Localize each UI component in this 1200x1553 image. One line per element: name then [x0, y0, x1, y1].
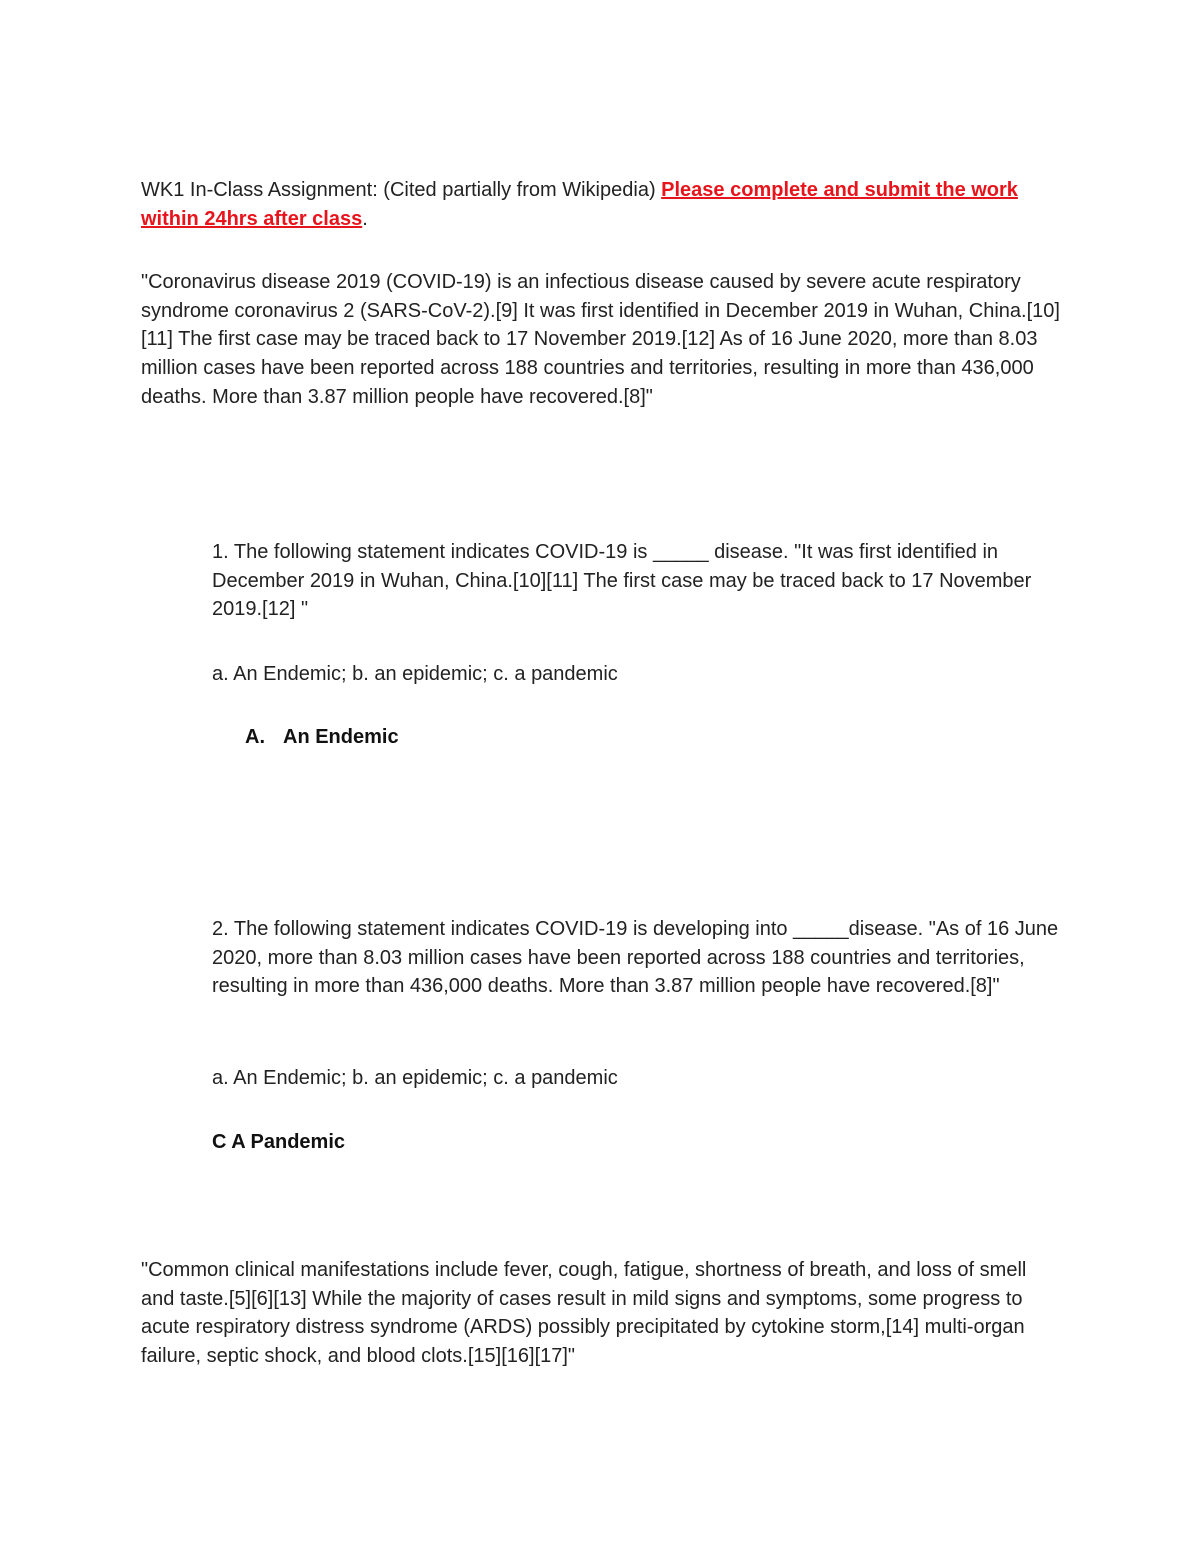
deadline-instruction: Please complete and submit the work within 24hrs after class	[141, 179, 1018, 230]
answer-1-text: An Endemic	[283, 726, 399, 748]
header-text: WK1 In-Class Assignment: (Cited partially from Wikipedia)	[141, 179, 662, 201]
question-1-text: 1. The following statement indicates COVID-19 is _____ disease. "It was first identified in December 2019 in Wuhan, China.[10][11] The first case may be traced back to 17 November 2019.[12] "	[212, 541, 1032, 621]
question-2-text: 2. The following statement indicates COVID-19 is developing into _____disease. "As of 16 June 2020, more than 8.03 million cases have been reported across 188 countries and territories, resulting in more than 436,000 deaths. More than 3.87 million people have recovered.[8]"	[212, 918, 1059, 998]
question-2-options: a. An Endemic; b. an epidemic; c. a pandemic	[212, 1067, 618, 1089]
question-2-answer: C A Pandemic	[212, 1131, 345, 1153]
header-period: .	[362, 207, 368, 230]
question-1-options: a. An Endemic; b. an epidemic; c. a pandemic	[212, 663, 618, 685]
symptoms-quote: "Common clinical manifestations include fever, cough, fatigue, shortness of breath, and loss of smell and taste.[5][6][13] While the majority of cases result in mild signs and symptoms, some progress to acute respiratory distress syndrome (ARDS) possibly precipitated by cytokine storm,[14] multi-organ failure, septic shock, and blood clots.[15][16][17]"	[141, 1259, 1027, 1368]
intro-quote: "Coronavirus disease 2019 (COVID-19) is an infectious disease caused by severe acute respiratory syndrome coronavirus 2 (SARS-CoV-2).[9] It was first identified in December 2019 in Wuhan, China.[10][11] The first case may be traced back to 17 November 2019.[12] As of 16 June 2020, more than 8.03 million cases have been reported across 188 countries and territories, resulting in more than 436,000 deaths. More than 3.87 million people have recovered.[8]"	[141, 271, 1060, 408]
answer-1-letter: A.	[245, 726, 265, 748]
assignment-header	[141, 176, 1071, 233]
question-1-answer	[245, 723, 845, 752]
